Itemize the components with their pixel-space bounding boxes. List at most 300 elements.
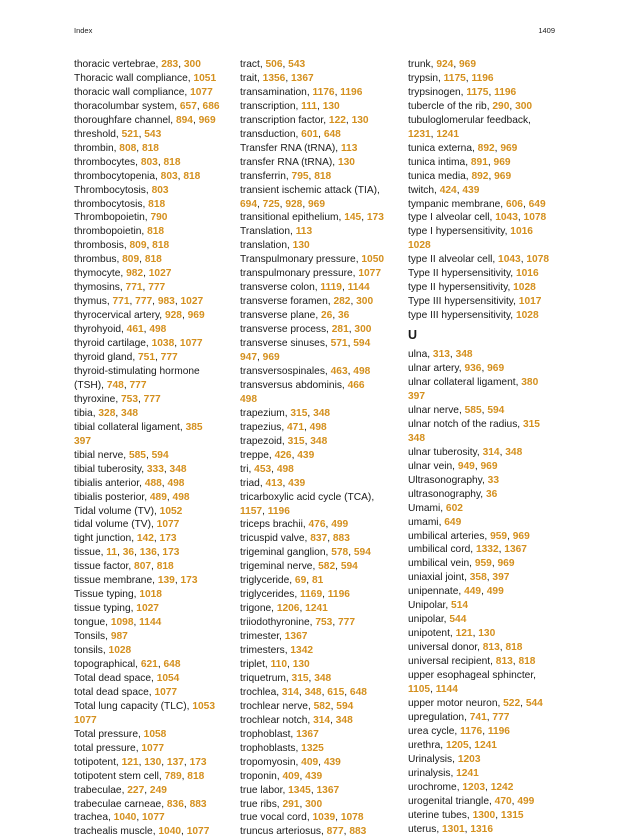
page-link[interactable]: 947: [240, 352, 257, 364]
page-link[interactable]: 959: [474, 558, 492, 570]
page-link[interactable]: 594: [353, 547, 371, 559]
index-term: trait,: [240, 72, 263, 84]
page-link[interactable]: 1301: [441, 823, 465, 835]
page-link[interactable]: 506: [265, 59, 283, 70]
page-link[interactable]: 110: [270, 658, 288, 670]
page-link[interactable]: 439: [462, 184, 480, 196]
page-link[interactable]: 1316: [470, 823, 493, 835]
page-link[interactable]: 544: [449, 614, 467, 626]
page-link[interactable]: 777: [143, 393, 161, 405]
page-link[interactable]: 649: [444, 516, 462, 528]
page-link[interactable]: 142: [136, 533, 154, 545]
page-link[interactable]: 348: [169, 463, 187, 475]
page-link[interactable]: 777: [135, 296, 153, 308]
page-link[interactable]: 348: [408, 432, 425, 444]
index-entry-line: [74, 714, 234, 728]
page-link[interactable]: 1058: [143, 728, 167, 740]
page-link[interactable]: 1144: [347, 282, 370, 294]
page-link[interactable]: 426: [274, 449, 292, 461]
page-link[interactable]: 413: [265, 477, 283, 489]
page-link[interactable]: 476: [308, 519, 326, 531]
page-link[interactable]: 136: [139, 547, 157, 559]
page-link[interactable]: 397: [74, 435, 91, 447]
page-link[interactable]: 36: [122, 547, 135, 559]
page-link[interactable]: 753: [315, 617, 333, 629]
page-link[interactable]: 949: [457, 460, 475, 472]
page-link[interactable]: 894: [175, 114, 193, 126]
page-link[interactable]: 1119: [320, 282, 342, 294]
page-link[interactable]: 789: [164, 770, 182, 782]
page-link[interactable]: 725: [262, 198, 280, 210]
page-link[interactable]: 813: [482, 642, 500, 654]
page-link[interactable]: 439: [305, 770, 323, 782]
page-link[interactable]: 397: [408, 390, 425, 402]
page-link[interactable]: 983: [157, 296, 175, 308]
page-link[interactable]: 1017: [518, 296, 542, 308]
page-link[interactable]: 145: [344, 212, 362, 224]
page-link[interactable]: 621: [140, 658, 158, 670]
index-entry-line: thymosins, 771, 777: [74, 282, 166, 294]
page-link[interactable]: 489: [149, 491, 167, 503]
page-link[interactable]: 1241: [305, 603, 328, 615]
page-link[interactable]: 522: [503, 697, 521, 709]
page-link[interactable]: 333: [146, 463, 164, 475]
page-link[interactable]: 543: [144, 128, 162, 140]
index-term: total pressure,: [74, 742, 142, 754]
page-link[interactable]: 498: [240, 393, 257, 405]
page-link[interactable]: 283: [161, 59, 179, 70]
page-link[interactable]: 227: [127, 784, 145, 796]
page-link[interactable]: 1028: [513, 282, 536, 294]
page-link[interactable]: 818: [163, 156, 181, 168]
page-link[interactable]: 130: [478, 628, 496, 640]
page-link[interactable]: 1242: [490, 781, 514, 793]
page-link[interactable]: 1231: [408, 128, 431, 140]
page-link[interactable]: 694: [240, 198, 257, 210]
page-link[interactable]: 928: [164, 310, 182, 322]
page-link[interactable]: 1205: [445, 739, 469, 751]
page-link[interactable]: 771: [125, 282, 143, 294]
page-link[interactable]: 771: [112, 296, 130, 308]
page-link[interactable]: 1332: [475, 544, 499, 556]
page-link[interactable]: 818: [314, 170, 332, 182]
page-link[interactable]: 648: [323, 128, 341, 140]
page-link[interactable]: 1098: [110, 617, 134, 629]
page-link[interactable]: 969: [487, 363, 505, 375]
page-link[interactable]: 1077: [74, 714, 97, 726]
page-link[interactable]: 1345: [288, 784, 311, 796]
page-link[interactable]: 1078: [340, 812, 364, 824]
page-link[interactable]: 113: [340, 142, 358, 154]
page-link[interactable]: 1157: [240, 505, 263, 517]
page-link[interactable]: 36: [485, 488, 498, 500]
page-link[interactable]: 463: [330, 365, 348, 377]
page-link[interactable]: 122: [328, 114, 346, 126]
page-link[interactable]: 348: [455, 349, 473, 361]
page-link[interactable]: 1077: [358, 268, 382, 280]
page-link[interactable]: 397: [492, 572, 510, 584]
index-entry-line: thyrocervical artery, 928, 969: [74, 310, 205, 322]
page-link[interactable]: 1043: [498, 254, 521, 266]
page-link[interactable]: 602: [445, 502, 463, 514]
page-link[interactable]: 1028: [408, 240, 431, 252]
page-link[interactable]: 348: [505, 446, 523, 458]
page-link[interactable]: 969: [493, 156, 511, 168]
page-link[interactable]: 1077: [179, 338, 203, 350]
page-link[interactable]: 751: [138, 352, 155, 364]
page-link[interactable]: 11: [106, 547, 118, 559]
page-link[interactable]: 657: [179, 100, 197, 112]
page-link[interactable]: 1175: [466, 86, 489, 98]
page-link[interactable]: 249: [149, 784, 167, 796]
page-link[interactable]: 1367: [504, 544, 527, 556]
page-link[interactable]: 803: [140, 156, 158, 168]
page-link[interactable]: 809: [122, 254, 140, 266]
page-link[interactable]: 291: [282, 798, 300, 810]
page-link[interactable]: 1196: [487, 725, 510, 737]
page-link[interactable]: 1027: [136, 603, 159, 615]
page-link[interactable]: 1206: [276, 603, 300, 615]
page-link[interactable]: 1040: [158, 826, 182, 838]
page-link[interactable]: 173: [159, 533, 177, 545]
page-link[interactable]: 130: [322, 100, 340, 112]
page-link[interactable]: 1176: [460, 725, 483, 737]
page-link[interactable]: 1367: [291, 72, 314, 84]
page-link[interactable]: 300: [356, 296, 374, 308]
page-link[interactable]: 543: [288, 59, 306, 70]
page-link[interactable]: 969: [480, 460, 498, 472]
page-link[interactable]: 987: [110, 631, 128, 643]
page-link[interactable]: 1342: [290, 645, 314, 657]
page-link[interactable]: 498: [353, 365, 371, 377]
page-link[interactable]: 315: [287, 435, 305, 447]
page-link[interactable]: 1203: [457, 753, 481, 765]
page-link[interactable]: 1050: [361, 254, 385, 266]
page-link[interactable]: 790: [150, 212, 168, 224]
page-link[interactable]: 1196: [494, 86, 517, 98]
page-link[interactable]: 1144: [435, 683, 458, 695]
page-link[interactable]: 891: [470, 156, 488, 168]
page-link[interactable]: 1053: [192, 700, 216, 712]
page-link[interactable]: 498: [149, 324, 167, 336]
page-link[interactable]: 1051: [193, 72, 217, 84]
page-link[interactable]: 1367: [316, 784, 340, 796]
page-link[interactable]: 471: [287, 421, 304, 433]
page-link[interactable]: 290: [492, 100, 510, 112]
page-link[interactable]: 741: [469, 711, 487, 723]
page-link[interactable]: 578: [331, 547, 349, 559]
page-link[interactable]: 113: [295, 226, 313, 238]
page-link[interactable]: 439: [323, 756, 341, 768]
page-link[interactable]: 836: [166, 798, 184, 810]
page-link[interactable]: 818: [505, 642, 523, 654]
page-link[interactable]: 1300: [472, 809, 496, 821]
page-link[interactable]: 837: [310, 533, 328, 545]
page-link[interactable]: 777: [338, 617, 355, 629]
page-link[interactable]: 969: [512, 530, 530, 542]
page-link[interactable]: 818: [183, 170, 201, 182]
page-link[interactable]: 348: [313, 407, 331, 419]
page-link[interactable]: 348: [314, 672, 332, 684]
page-link[interactable]: 385: [185, 421, 203, 433]
page-link[interactable]: 315: [291, 672, 309, 684]
page-link[interactable]: 892: [477, 142, 495, 154]
page-link[interactable]: 582: [313, 700, 331, 712]
page-link[interactable]: 1325: [301, 742, 324, 754]
page-link[interactable]: 300: [354, 324, 372, 336]
page-link[interactable]: 807: [134, 561, 152, 573]
page-link[interactable]: 594: [353, 338, 371, 350]
page-link[interactable]: 686: [202, 100, 220, 112]
index-term: thyrocervical artery,: [74, 310, 165, 322]
page-link[interactable]: 315: [522, 418, 540, 430]
page-link[interactable]: 818: [518, 656, 536, 668]
page-link[interactable]: 1077: [186, 826, 210, 838]
page-link[interactable]: 959: [490, 530, 508, 542]
page-link[interactable]: 1367: [296, 728, 319, 740]
page-link[interactable]: 585: [128, 449, 146, 461]
page-link[interactable]: 300: [305, 798, 323, 810]
page-link[interactable]: 818: [152, 240, 170, 252]
page-link[interactable]: 818: [148, 198, 166, 210]
page-link[interactable]: 1043: [495, 212, 518, 224]
page-link[interactable]: 795: [291, 170, 309, 182]
page-link[interactable]: 130: [292, 658, 310, 670]
page-link[interactable]: 36: [338, 310, 350, 322]
page-link[interactable]: 409: [282, 770, 300, 782]
page-link[interactable]: 777: [160, 352, 178, 364]
page-link[interactable]: 813: [495, 656, 513, 668]
page-link[interactable]: 969: [262, 352, 280, 364]
page-link[interactable]: 1176: [312, 86, 335, 98]
index-entry-line: thyroid cartilage, 1038, 1077: [74, 338, 203, 350]
page-link[interactable]: 818: [147, 226, 165, 238]
page-link[interactable]: 488: [144, 477, 162, 489]
page-link[interactable]: 424: [439, 184, 457, 196]
page-link[interactable]: 969: [500, 142, 518, 154]
page-link[interactable]: 173: [366, 212, 384, 224]
page-link[interactable]: 883: [189, 798, 207, 810]
page-link[interactable]: 470: [494, 795, 512, 807]
page-link[interactable]: 1356: [262, 72, 286, 84]
page-link[interactable]: 1077: [190, 86, 213, 98]
page-link[interactable]: 81: [311, 575, 324, 587]
page-link[interactable]: 818: [141, 142, 159, 154]
page-link[interactable]: 594: [151, 449, 169, 461]
page-link[interactable]: 139: [157, 575, 175, 587]
page-link[interactable]: 111: [301, 100, 318, 112]
page-link[interactable]: 1169: [300, 589, 323, 601]
page-link[interactable]: 1105: [408, 683, 431, 695]
page-link[interactable]: 969: [198, 114, 216, 126]
page-link[interactable]: 453: [254, 463, 272, 475]
page-link[interactable]: 348: [335, 714, 353, 726]
page-link[interactable]: 498: [276, 463, 294, 475]
index-term: transversospinales,: [240, 365, 331, 377]
page-link[interactable]: 753: [121, 393, 138, 405]
page-link[interactable]: 1196: [471, 72, 494, 84]
page-link[interactable]: 803: [160, 170, 178, 182]
page-link[interactable]: 348: [310, 435, 328, 447]
page-link[interactable]: 328: [98, 407, 116, 419]
page-link[interactable]: 777: [129, 379, 147, 391]
page-link[interactable]: 582: [318, 561, 336, 573]
page-link[interactable]: 818: [144, 254, 162, 266]
page-link[interactable]: 1241: [456, 767, 479, 779]
page-link[interactable]: 1367: [284, 631, 308, 643]
page-link[interactable]: 883: [332, 533, 350, 545]
page-link[interactable]: 499: [331, 519, 349, 531]
page-link[interactable]: 498: [309, 421, 327, 433]
page-link[interactable]: 928: [285, 198, 303, 210]
page-link[interactable]: 313: [432, 349, 450, 361]
page-link[interactable]: 130: [337, 156, 355, 168]
page-link[interactable]: 936: [464, 363, 482, 375]
page-link[interactable]: 1028: [108, 645, 132, 657]
page-link[interactable]: 461: [126, 324, 144, 336]
page-link[interactable]: 498: [167, 477, 185, 489]
page-link[interactable]: 121: [121, 756, 139, 768]
page-link[interactable]: 439: [297, 449, 315, 461]
page-link[interactable]: 498: [172, 491, 190, 503]
page-link[interactable]: 649: [528, 198, 546, 210]
index-entry-line: ulnar tuberosity, 314, 348: [408, 446, 523, 458]
page-link[interactable]: 314: [313, 714, 331, 726]
page-link[interactable]: 594: [336, 700, 354, 712]
page-link[interactable]: 1077: [154, 686, 178, 698]
page-link[interactable]: 1052: [159, 505, 183, 517]
page-link[interactable]: 1016: [510, 226, 533, 238]
index-entry-line: triad, 413, 439: [240, 477, 306, 489]
page-link[interactable]: 748: [106, 379, 124, 391]
page-link[interactable]: 808: [119, 142, 137, 154]
page-link[interactable]: 1016: [515, 268, 539, 280]
page-link[interactable]: 648: [163, 658, 181, 670]
page-link[interactable]: 499: [517, 795, 535, 807]
page-link[interactable]: 606: [505, 198, 523, 210]
page-link[interactable]: 315: [290, 407, 308, 419]
page-link[interactable]: 1196: [267, 505, 290, 517]
page-link[interactable]: 1077: [142, 812, 165, 824]
page-link[interactable]: 1078: [526, 254, 550, 266]
page-link[interactable]: 121: [455, 628, 473, 640]
page-link[interactable]: 300: [515, 100, 533, 112]
index-term: treppe,: [240, 449, 275, 461]
page-link[interactable]: 601: [301, 128, 319, 140]
page-link[interactable]: 969: [187, 310, 205, 322]
page-link[interactable]: 282: [333, 296, 351, 308]
page-link[interactable]: 1028: [515, 310, 539, 322]
page-link[interactable]: 1078: [523, 212, 547, 224]
page-link[interactable]: 1039: [312, 812, 336, 824]
page-link[interactable]: 818: [156, 561, 174, 573]
page-link[interactable]: 877: [326, 826, 344, 838]
page-link[interactable]: 1315: [500, 809, 524, 821]
page-link[interactable]: 314: [281, 686, 299, 698]
page-link[interactable]: 924: [436, 59, 454, 70]
page-link[interactable]: 571: [330, 338, 348, 350]
page-link[interactable]: 33: [487, 474, 499, 486]
page-link[interactable]: 982: [126, 268, 144, 280]
page-link[interactable]: 777: [148, 282, 166, 294]
page-link[interactable]: 615: [327, 686, 345, 698]
page-link[interactable]: 969: [308, 198, 326, 210]
page-link[interactable]: 130: [144, 756, 162, 768]
index-entry-line: [240, 267, 402, 281]
page-link[interactable]: 969: [458, 59, 476, 70]
page-link[interactable]: 648: [349, 686, 367, 698]
page-link[interactable]: 499: [486, 586, 504, 598]
page-link[interactable]: 544: [525, 697, 543, 709]
page-link[interactable]: 1196: [340, 86, 363, 98]
page-link[interactable]: 1038: [151, 338, 175, 350]
page-link[interactable]: 1040: [113, 812, 137, 824]
page-link[interactable]: 380: [521, 377, 539, 389]
page-link[interactable]: 594: [340, 561, 358, 573]
index-entry-line: [408, 488, 568, 502]
page-link[interactable]: 348: [121, 407, 139, 419]
page-link[interactable]: 69: [294, 575, 307, 587]
index-entry-line: thrombin, 808, 818: [74, 142, 159, 154]
index-term: thoracic wall compliance,: [74, 86, 191, 98]
page-link[interactable]: 1144: [139, 617, 162, 629]
page-link[interactable]: 1018: [139, 589, 162, 601]
page-link[interactable]: 803: [151, 184, 169, 196]
page-link[interactable]: 281: [331, 324, 349, 336]
page-link[interactable]: 173: [180, 575, 198, 587]
page-link[interactable]: 314: [482, 446, 500, 458]
page-link[interactable]: 449: [464, 586, 482, 598]
page-link[interactable]: 26: [320, 310, 333, 322]
page-link[interactable]: 1054: [156, 672, 180, 684]
page-link[interactable]: 1027: [148, 268, 172, 280]
page-link[interactable]: 409: [301, 756, 319, 768]
page-link[interactable]: 969: [497, 558, 515, 570]
page-link[interactable]: 1077: [141, 742, 165, 754]
index-term: trachealis muscle,: [74, 826, 159, 838]
page-link[interactable]: 466: [347, 379, 365, 391]
page-link[interactable]: 809: [129, 240, 147, 252]
page-link[interactable]: 969: [494, 170, 512, 182]
page-link[interactable]: 173: [189, 756, 207, 768]
page-link[interactable]: 1027: [180, 296, 204, 308]
page-link[interactable]: 1203: [462, 781, 486, 793]
page-link[interactable]: 1241: [474, 739, 497, 751]
page-link[interactable]: 521: [121, 128, 139, 140]
page-link[interactable]: 818: [187, 770, 205, 782]
page-link[interactable]: 348: [304, 686, 322, 698]
page-link[interactable]: 585: [464, 404, 482, 416]
page-link[interactable]: 594: [487, 404, 505, 416]
page-link[interactable]: 137: [166, 756, 184, 768]
page-link[interactable]: 777: [492, 711, 510, 723]
page-link[interactable]: 130: [292, 240, 310, 252]
page-link[interactable]: 300: [183, 59, 201, 70]
index-entry-line: transitional epithelium, 145, 173: [240, 212, 384, 224]
page-link[interactable]: 358: [469, 572, 487, 584]
page-link[interactable]: 173: [162, 547, 180, 559]
page-link[interactable]: 439: [288, 477, 306, 489]
page-link[interactable]: 1241: [436, 128, 460, 140]
page-link[interactable]: 1175: [443, 72, 466, 84]
index-entry-line: thyroid gland, 751, 777: [74, 352, 178, 364]
page-link[interactable]: 883: [349, 826, 367, 838]
page-link[interactable]: 1077: [156, 519, 180, 531]
page-link[interactable]: 514: [451, 600, 469, 612]
page-link[interactable]: 1196: [327, 589, 350, 601]
page-link[interactable]: 130: [351, 114, 369, 126]
page-link[interactable]: 892: [471, 170, 489, 182]
